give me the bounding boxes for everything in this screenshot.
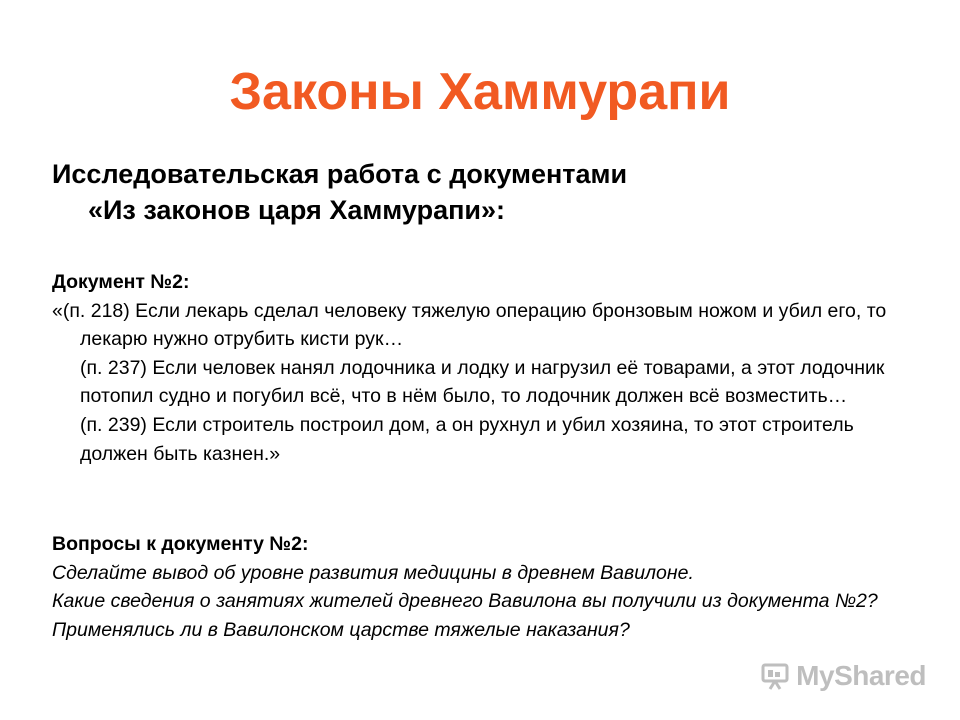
questions-heading: Вопросы к документу №2:	[52, 533, 309, 555]
question-item: Применялись ли в Вавилонском царстве тяжелые наказания?	[52, 618, 630, 641]
presentation-board-icon	[760, 661, 790, 691]
subtitle-line-2: «Из законов царя Хаммурапи»:	[88, 195, 506, 225]
question-item: Сделайте вывод об уровне развития медицины в древнем Вавилоне.	[52, 561, 694, 584]
questions-section	[52, 530, 922, 644]
question-item: Какие сведения о занятиях жителей древнего Вавилона вы получили из документа №2?	[52, 590, 878, 613]
document-paragraph: (п. 237) Если человек нанял лодочника и лодку и нагрузил её товарами, а этот лодочник потопил судно и погубил всё, что в нём было, то лодочник должен всё возместить…	[80, 356, 885, 408]
subtitle-line-1: Исследовательская работа с документами	[52, 159, 628, 189]
document-paragraph: (п. 239) Если строитель построил дом, а он рухнул и убил хозяина, то этот строитель должен быть казнен.»	[80, 413, 854, 465]
watermark-text: MyShared	[796, 660, 926, 691]
document-section	[52, 268, 922, 468]
slide-subtitle	[52, 156, 912, 228]
document-paragraph: «(п. 218) Если лекарь сделал человеку тяжелую операцию бронзовым ножом и убил его, то лекарю нужно отрубить кисти рук…	[52, 299, 887, 351]
slide-title: Законы Хаммурапи	[229, 63, 731, 121]
watermark	[760, 658, 926, 694]
document-heading: Документ №2:	[52, 271, 190, 293]
